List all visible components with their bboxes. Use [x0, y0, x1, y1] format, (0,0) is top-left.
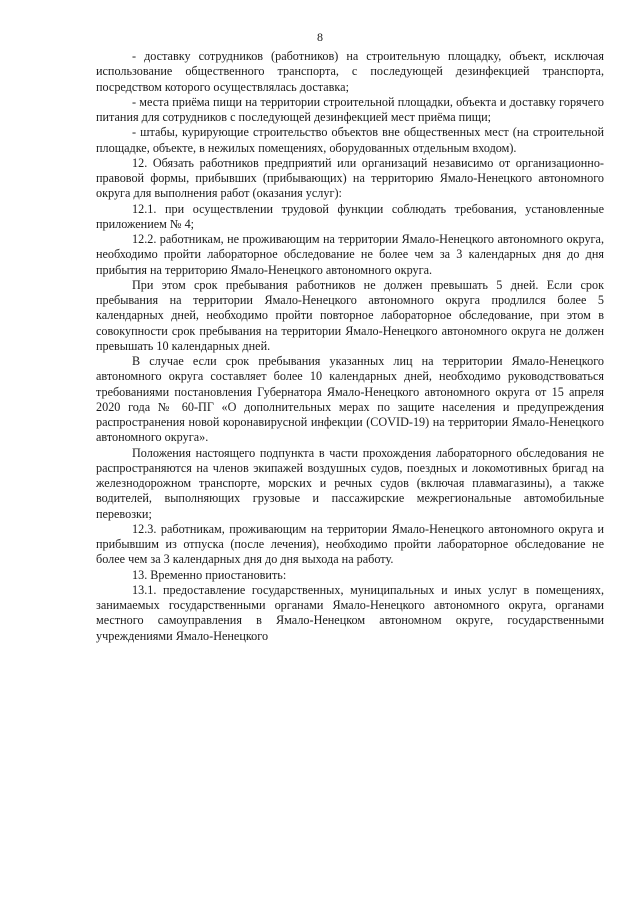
- page-number: 8: [317, 30, 323, 44]
- paragraph-stay-over-10-days: В случае если срок пребывания указанных лиц на территории Ямало-Ненецкого автономного округа составляет более 10 календарных дней, необходимо руководствоваться требованиями постановления Губернатора Ямало-Ненецкого автономного округа от 15 апреля 2020 года № 60-ПГ «О дополнительных мерах по защите населения и предупреждения распространения новой коронавирусной инфекции (COVID-19) на территории Ямало-Ненецкого автономного округа».: [96, 354, 604, 445]
- paragraph-stay-duration: При этом срок пребывания работников не должен превышать 5 дней. Если срок пребывания на территории Ямало-Ненецкого автономного округа продлился более 5 календарных дней, необходимо пройти повторное лабораторное обследование, при этом в совокупности срок пребывания на территории Ямало-Ненецкого автономного округа не должен превышать 10 календарных дней.: [96, 277, 604, 353]
- paragraph-item-13-1: 13.1. предоставление государственных, муниципальных и иных услуг в помещениях, занимаемых государственными органами Ямало-Ненецкого автономного округа, органами местного самоуправления в Ямало-Ненецком автономном округе, государственными учреждениями Ямало-Ненецкого: [96, 582, 604, 643]
- paragraph-item-12-1: 12.1. при осуществлении трудовой функции соблюдать требования, установленные приложением № 4;: [96, 201, 604, 231]
- paragraph-item-12: 12. Обязать работников предприятий или организаций независимо от организационно-правовой формы, прибывших (прибывающих) на территорию Ямало-Ненецкого автономного округа для выполнения работ (оказания услуг):: [96, 155, 604, 201]
- paragraph-item-12-3: 12.3. работникам, проживающим на территории Ямало-Ненецкого автономного округа и прибывшим из отпуска (после лечения), необходимо пройти лабораторное обследование не более чем за 3 календарных дня до дня выхода на работу.: [96, 521, 604, 567]
- paragraph-construction-headquarters: - штабы, курирующие строительство объектов вне общественных мест (на строительной площадке, объекте, в нежилых помещениях, оборудованных отдельным входом).: [96, 125, 604, 155]
- paragraph-item-12-2: 12.2. работникам, не проживающим на территории Ямало-Ненецкого автономного округа, необходимо пройти лабораторное обследование не более чем за 3 календарных дня до дня прибытия на территорию Ямало-Ненецкого автономного округа.: [96, 232, 604, 277]
- paragraph-exemptions: Положения настоящего подпункта в части прохождения лабораторного обследования не распространяются на членов экипажей воздушных судов, поездных и локомотивных бригад на железнодорожном транспорте, морских и речных судов (включая плавмагазины), а также водителей, выполняющих грузовые и пассажирские межрегиональные автомобильные перевозки;: [96, 445, 604, 521]
- paragraph-delivery-of-workers: - доставку сотрудников (работников) на строительную площадку, объект, исключая использование общественного транспорта, с последующей дезинфекцией транспорта, посредством которого осуществлялась доставка;: [96, 49, 604, 94]
- paragraph-item-13: 13. Временно приостановить:: [132, 567, 287, 582]
- document-body: [96, 49, 604, 644]
- paragraph-meal-places: - места приёма пищи на территории строительной площадки, объекта и доставку горячего питания для сотрудников с последующей дезинфекцией мест приёма пищи;: [96, 94, 604, 124]
